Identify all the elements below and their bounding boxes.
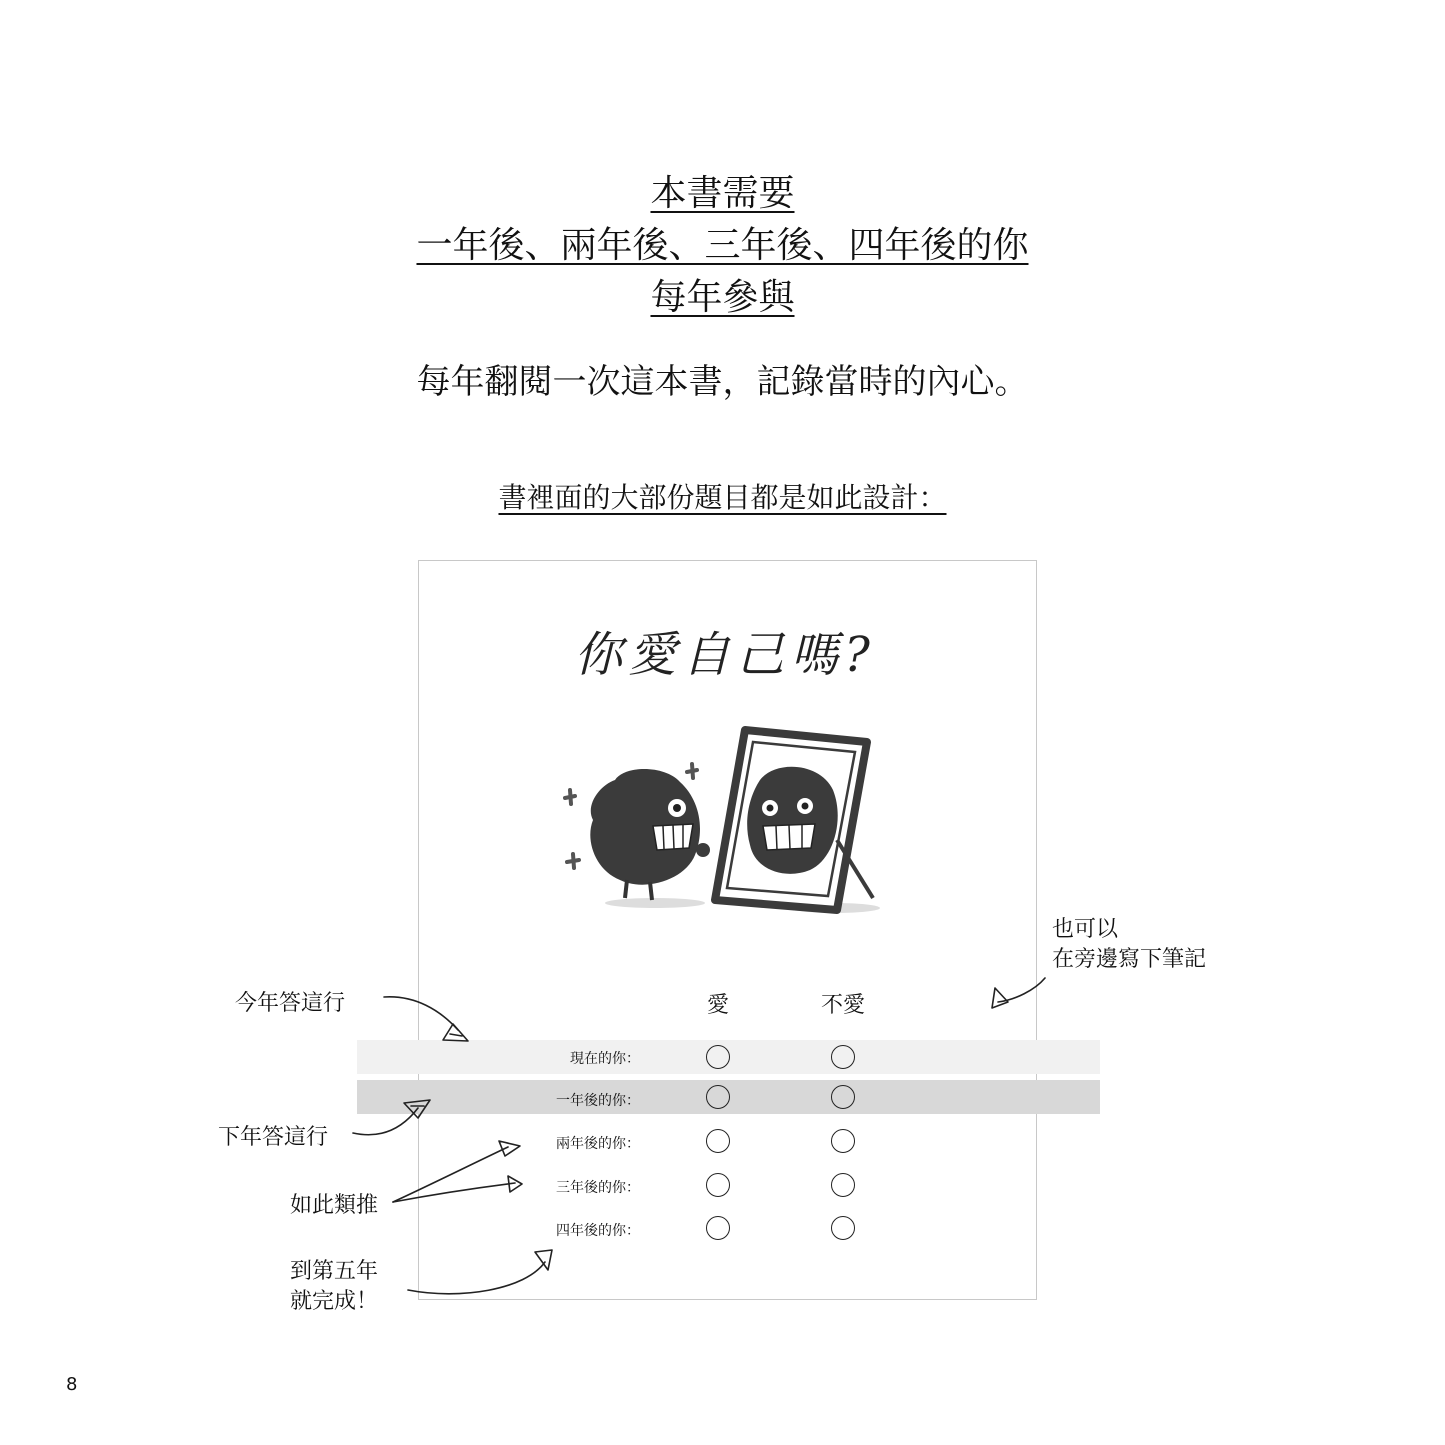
arrow-next-year xyxy=(353,1108,418,1135)
arrowhead-this-year xyxy=(443,1024,468,1041)
sample-question: 你愛自己嗎? xyxy=(574,627,876,683)
arrow-this-year xyxy=(384,997,458,1030)
column-love: 愛 xyxy=(706,993,729,1018)
row-label-year-3: 三年後的你： xyxy=(556,1180,640,1196)
note-fifth-year-2: 就完成！ xyxy=(290,1289,379,1314)
note-fifth-year-1: 到第五年 xyxy=(290,1259,379,1284)
arrow-year-3 xyxy=(393,1183,515,1202)
note-side-1: 也可以 xyxy=(1052,917,1119,942)
note-side-2: 在旁邊寫下筆記 xyxy=(1052,947,1207,972)
arrow-year-2 xyxy=(393,1147,508,1202)
arrowhead-fifth-year xyxy=(535,1250,552,1270)
note-and-so-on: 如此類推 xyxy=(290,1193,379,1218)
heading-line-1: 本書需要 xyxy=(650,173,795,214)
arrow-fifth-year xyxy=(408,1262,545,1294)
arrowhead-year-2 xyxy=(499,1141,520,1156)
heading-line-3: 每年參與 xyxy=(650,277,795,318)
design-intro: 書裡面的大部份題目都是如此設計： xyxy=(498,481,947,514)
note-this-year: 今年答這行 xyxy=(235,991,346,1016)
heading-line-2: 一年後、兩年後、三年後、四年後的你 xyxy=(416,225,1029,266)
row-label-now: 現在的你： xyxy=(570,1051,640,1067)
note-next-year: 下年答這行 xyxy=(218,1125,329,1150)
arrowhead-side-notes xyxy=(992,988,1008,1008)
column-not-love: 不愛 xyxy=(820,993,865,1018)
row-label-year-4: 四年後的你： xyxy=(556,1223,640,1239)
row-label-year-1: 一年後的你： xyxy=(556,1093,640,1109)
page-number: 8 xyxy=(66,1374,78,1395)
row-label-year-2: 兩年後的你： xyxy=(556,1136,640,1152)
subtitle: 每年翻閱一次這本書，記錄當時的內心。 xyxy=(416,362,1029,402)
